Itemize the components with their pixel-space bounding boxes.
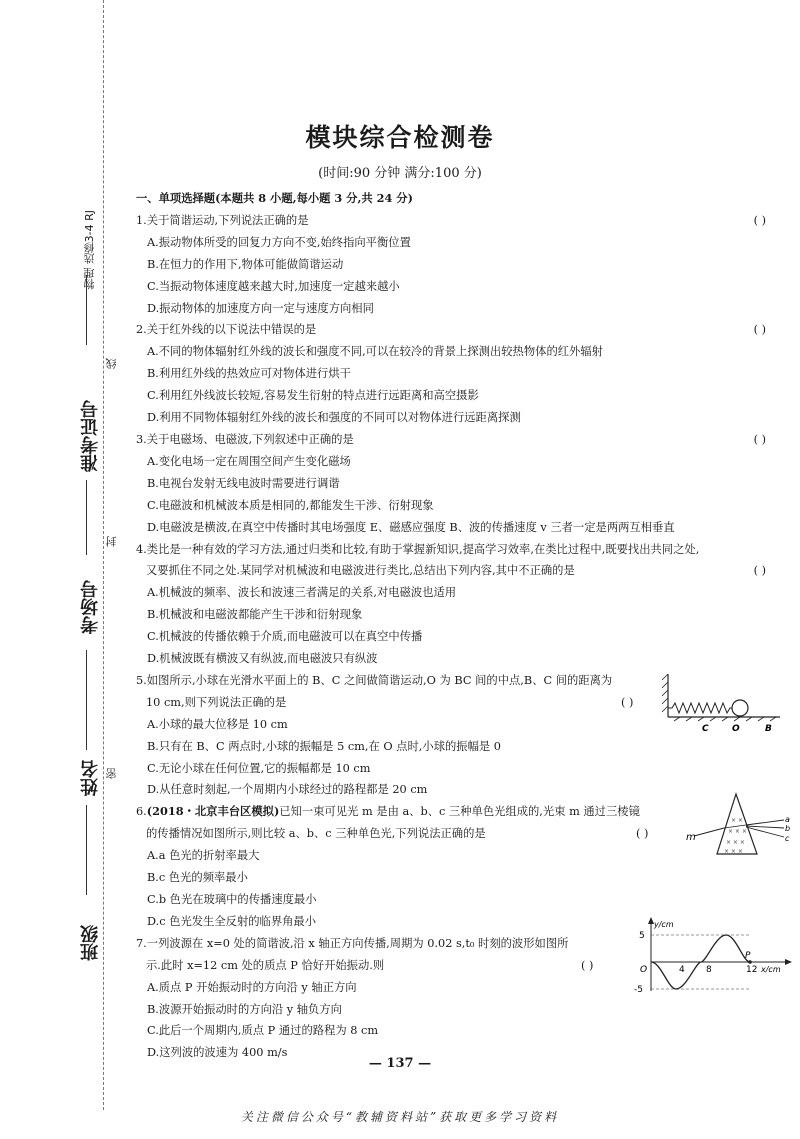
question-3 xyxy=(136,429,776,451)
question-stem-cont: 示.此时 x=12 cm 处的质点 P 恰好开始振动.则 xyxy=(146,958,385,972)
footer-note: 关注微信公众号“教辅资料站”获取更多学习资料 xyxy=(240,1110,560,1124)
question-stem: 1.关于简谐运动,下列说法正确的是 xyxy=(136,213,309,227)
answer-bracket: ( ) xyxy=(753,564,766,578)
ray-a xyxy=(746,820,784,825)
question-stem: 已知一束可见光 m 是由 a、b、c 三种单色光组成的,光束 m 通过三棱镜 xyxy=(279,805,640,819)
option-d: D.振动物体的加速度方向一定与速度方向相同 xyxy=(147,301,374,315)
answer-bracket: ( ) xyxy=(753,432,766,446)
option-a: A.振动物体所受的回复力方向不变,始终指向平衡位置 xyxy=(147,235,411,249)
question-source: (2018・北京丰台区模拟) xyxy=(146,804,280,819)
option-c: C.机械波的传播依赖于介质,而电磁波可以在真空中传播 xyxy=(147,630,423,644)
cut-seal-label: 封 xyxy=(105,536,118,547)
question-4-cont xyxy=(136,560,776,582)
answer-bracket: ( ) xyxy=(621,695,634,709)
ball xyxy=(732,700,748,716)
svg-text:× × ×: × × × xyxy=(728,828,747,835)
question-1 xyxy=(136,210,776,232)
ray-c xyxy=(746,827,784,837)
underline xyxy=(86,480,87,555)
figure-prism xyxy=(684,790,794,860)
x-arrow xyxy=(785,959,792,965)
wall-hatch xyxy=(662,674,668,712)
svg-text:× × ×: × × × xyxy=(726,839,745,846)
option-b: B.电视台发射无线电波时需要进行调谐 xyxy=(147,476,340,490)
label-b: b xyxy=(785,824,791,833)
svg-text:× ×: × × xyxy=(731,817,743,824)
option-d: D.利用不同物体辐射红外线的波长和强度的不同可以对物体进行远距离探测 xyxy=(147,411,521,425)
origin-label: O xyxy=(640,965,648,975)
underline xyxy=(86,650,87,750)
cut-line-label: 线 xyxy=(105,358,118,369)
question-stem: 2.关于红外线的以下说法中错误的是 xyxy=(136,323,317,337)
option-d: D.从任意时刻起,一个周期内小球经过的路程都是 20 cm xyxy=(147,783,428,797)
cut-secret-label: 密 xyxy=(105,768,118,779)
label-c: c xyxy=(785,834,790,843)
label-o: O xyxy=(732,724,740,732)
question-stem-cont: 又要抓住不同之处.某同学对机械波和电磁波进行类比,总结出下列内容,其中不正确的是 xyxy=(146,564,575,578)
option-b: B.机械波和电磁波都能产生干涉和衍射现象 xyxy=(147,608,363,622)
question-stem: 3.关于电磁场、电磁波,下列叙述中正确的是 xyxy=(136,432,354,446)
x-axis-label: x/cm xyxy=(761,965,781,974)
option-b: B.波源开始振动时的方向沿 y 轴负方向 xyxy=(147,1002,342,1016)
figure-waveform xyxy=(628,915,793,995)
subject-label: 物理 选修3-4 RJ xyxy=(83,210,96,290)
page-subtitle: (时间:90 分钟 满分:100 分) xyxy=(318,166,482,181)
option-a: A.a 色光的折射率最大 xyxy=(147,849,260,863)
label-m: m xyxy=(686,832,696,843)
answer-bracket: ( ) xyxy=(753,213,766,227)
y-tick-neg5: -5 xyxy=(634,985,643,995)
option-b: B.只有在 B、C 两点时,小球的振幅是 5 cm,在 O 点时,小球的振幅是 0 xyxy=(147,739,501,753)
question-stem-cont: 的传播情况如图所示,则比较 a、b、c 三种单色光,下列说法正确的是 xyxy=(146,827,486,841)
underline xyxy=(86,805,87,895)
underline xyxy=(86,275,87,345)
option-a: A.机械波的频率、波长和波速三者满足的关系,对电磁波也适用 xyxy=(147,586,457,600)
figure-spring-oscillator xyxy=(660,670,785,732)
option-b: B.利用红外线的热效应可对物体进行烘干 xyxy=(147,367,351,381)
x-tick-4: 4 xyxy=(679,965,685,975)
option-c: C.此后一个周期内,质点 P 通过的路程为 8 cm xyxy=(147,1024,379,1038)
option-d: D.机械波既有横波又有纵波,而电磁波只有纵波 xyxy=(147,652,378,666)
option-a: A.小球的最大位移是 10 cm xyxy=(147,717,288,731)
option-b: B.c 色光的频率最小 xyxy=(147,871,248,885)
class-label: 班级 xyxy=(80,925,101,961)
option-c: C.无论小球在任何位置,它的振幅都是 10 cm xyxy=(147,761,371,775)
option-d: D.这列波的波速为 400 m/s xyxy=(147,1046,288,1060)
y-tick-5: 5 xyxy=(639,931,645,941)
option-b: B.在恒力的作用下,物体可能做简谐运动 xyxy=(147,257,344,271)
name-label: 姓名 xyxy=(80,760,101,796)
question-6-cont xyxy=(136,823,776,845)
option-a: A.质点 P 开始振动时的方向沿 y 轴正方向 xyxy=(147,980,357,994)
incident-beam xyxy=(694,828,724,836)
option-c: C.当振动物体速度越来越大时,加速度一定越来越小 xyxy=(147,279,400,293)
section-heading: 一、单项选择题(本题共 8 小题,每小题 3 分,共 24 分) xyxy=(136,191,413,205)
answer-bracket: ( ) xyxy=(581,958,594,972)
x-tick-12: 12 xyxy=(746,965,758,975)
y-axis-label: y/cm xyxy=(654,920,674,929)
label-p: P xyxy=(745,951,751,961)
answer-bracket: ( ) xyxy=(753,323,766,337)
exam-room-label: 考场号 xyxy=(80,580,101,634)
page-number: — 137 — xyxy=(368,1056,432,1071)
option-a: A.不同的物体辐射红外线的波长和强度不同,可以在较冷的背景上探测出较热物体的红外辐射 xyxy=(147,345,603,359)
option-d: D.电磁波是横波,在真空中传播时其电场强度 E、磁感应强度 B、波的传播速度 v 三者一定是两两互相垂直 xyxy=(147,520,675,534)
label-a: a xyxy=(785,815,790,824)
option-d: D.c 色光发生全反射的临界角最小 xyxy=(147,914,317,928)
question-stem-cont: 10 cm,则下列说法正确的是 xyxy=(146,695,287,709)
label-c: C xyxy=(702,724,709,732)
option-a: A.变化电场一定在周围空间产生变化磁场 xyxy=(147,454,351,468)
answer-bracket: ( ) xyxy=(636,827,649,841)
label-b: B xyxy=(765,724,772,732)
spring xyxy=(668,703,733,713)
option-c: C.利用红外线波长较短,容易发生衍射的特点进行远距离和高空摄影 xyxy=(147,389,479,403)
question-4: 4.类比是一种有效的学习方法,通过归类和比较,有助于掌握新知识,提高学习效率,在类比过程中,既要找出共同之处, xyxy=(136,542,700,556)
svg-text:× × ×: × × × xyxy=(724,848,743,855)
option-c: C.b 色光在玻璃中的传播速度最小 xyxy=(147,893,317,906)
page-title: 模块综合检测卷 xyxy=(305,123,495,152)
question-6: 6.(2018・北京丰台区模拟)已知一束可见光 m 是由 a、b、c 三种单色光组成的,光束 m 通过三棱镜 xyxy=(136,804,640,819)
question-2 xyxy=(136,319,776,341)
ticket-number-label: 准考证号 xyxy=(80,400,101,472)
question-5: 5.如图所示,小球在光滑水平面上的 B、C 之间做简谐运动,O 为 BC 间的中点,B、C 间的距离为 xyxy=(136,673,613,687)
x-tick-8: 8 xyxy=(706,965,712,975)
ray-b xyxy=(746,826,784,828)
question-7: 7.一列波源在 x=0 处的简谐波,沿 x 轴正方向传播,周期为 0.02 s,t₀ 时刻的波形如图所 xyxy=(136,936,569,950)
option-c: C.电磁波和机械波本质是相同的,都能发生干涉、衍射现象 xyxy=(147,498,434,512)
